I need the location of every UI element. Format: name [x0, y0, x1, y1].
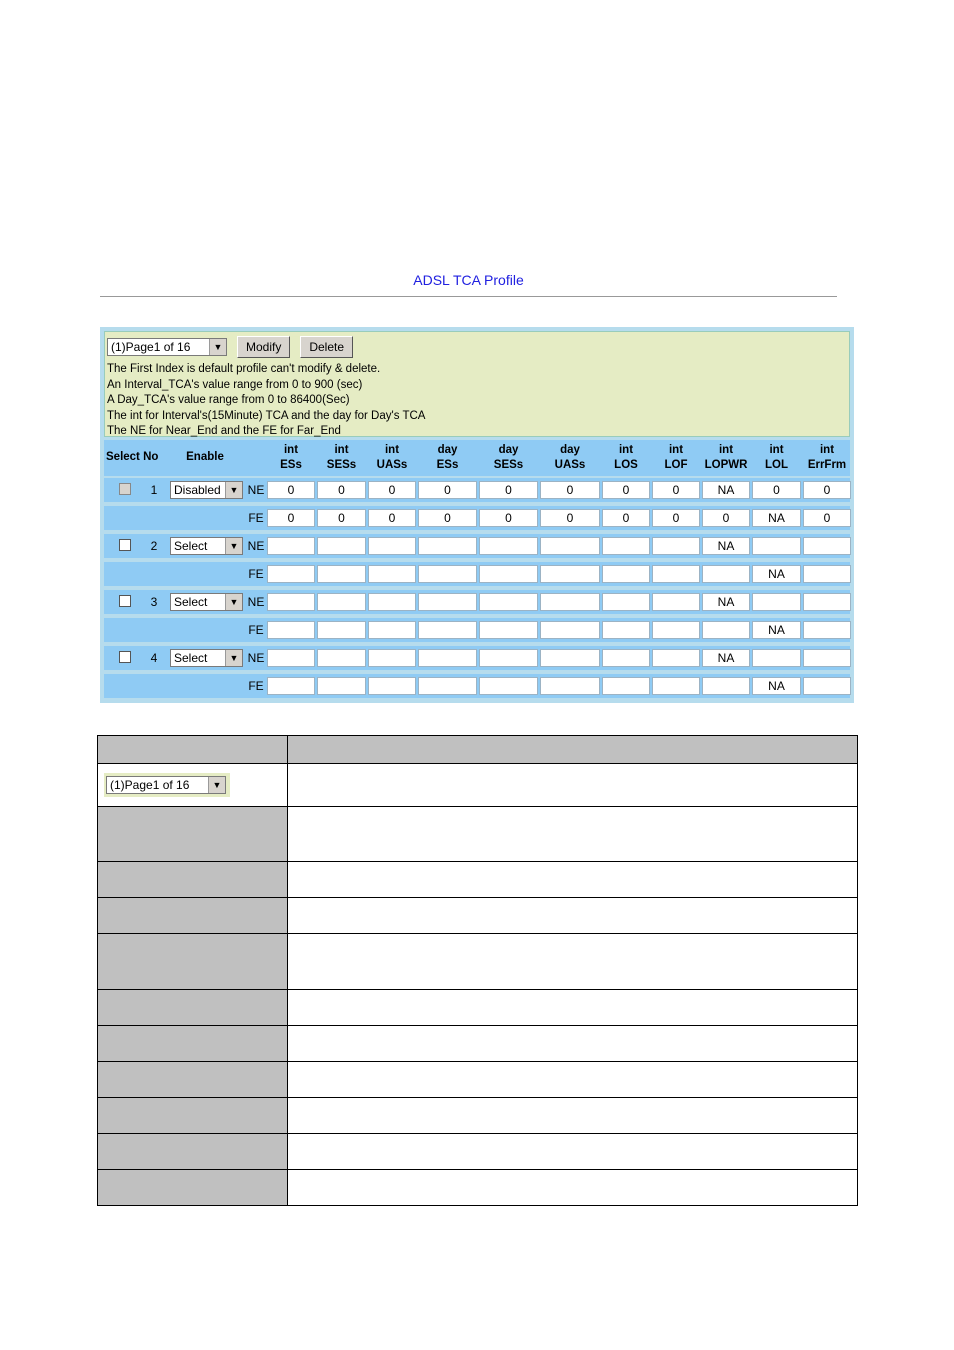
- note-int-day: The int for Interval's(15Minute) TCA and the day for Day's TCA: [107, 410, 426, 422]
- page-select[interactable]: [107, 338, 227, 356]
- tca-value-input[interactable]: 0: [752, 481, 801, 499]
- tca-value-input[interactable]: 0: [702, 509, 750, 527]
- enable-select-value: Select: [174, 595, 208, 609]
- description-value-cell: [288, 898, 858, 934]
- page-select-sample: [104, 773, 230, 797]
- description-header-row: [98, 736, 858, 764]
- tca-value-input[interactable]: [803, 649, 851, 667]
- tca-value-input[interactable]: [418, 621, 477, 639]
- tca-value-input[interactable]: [652, 565, 700, 583]
- description-key-cell: [98, 807, 288, 862]
- tca-value-input[interactable]: [317, 593, 366, 611]
- tca-value-input[interactable]: [752, 537, 801, 555]
- tca-value-input[interactable]: [418, 593, 477, 611]
- header-col-6: [602, 443, 650, 473]
- profile-row-2-fe: [104, 562, 850, 586]
- header-col-1: [317, 443, 366, 473]
- tca-value-input[interactable]: [317, 537, 366, 555]
- note-interval-range: An Interval_TCA's value range from 0 to 900 (sec): [107, 379, 363, 391]
- description-value-cell: [288, 1170, 858, 1206]
- tca-value-input[interactable]: [652, 537, 700, 555]
- tca-value-input[interactable]: [602, 621, 650, 639]
- tca-value-input[interactable]: [652, 621, 700, 639]
- description-row: [98, 934, 858, 990]
- tca-value-input[interactable]: [267, 537, 315, 555]
- tca-value-input[interactable]: [479, 677, 538, 695]
- description-row: [98, 764, 858, 807]
- tca-value-input[interactable]: 0: [602, 481, 650, 499]
- header-col-8: [702, 443, 750, 473]
- fe-label: FE: [248, 511, 264, 525]
- header-col-3: [418, 443, 477, 473]
- tca-value-input[interactable]: [317, 649, 366, 667]
- tca-value-input[interactable]: [652, 677, 700, 695]
- tca-value-input[interactable]: 0: [602, 509, 650, 527]
- note-ne-fe: The NE for Near_End and the FE for Far_End: [107, 425, 341, 437]
- tca-value-input[interactable]: [317, 565, 366, 583]
- tca-value-input[interactable]: 0: [803, 481, 851, 499]
- tca-value-input[interactable]: 0: [652, 481, 700, 499]
- delete-button[interactable]: Delete: [300, 336, 353, 358]
- profile-no: 1: [150, 483, 158, 497]
- header-col-line1: int: [769, 444, 784, 456]
- tca-value-input[interactable]: [418, 649, 477, 667]
- enable-select[interactable]: [170, 593, 243, 611]
- description-key-cell: [98, 736, 288, 764]
- header-col-line2: LOF: [664, 459, 688, 471]
- header-col-line2: LOPWR: [704, 459, 748, 471]
- tca-value-input[interactable]: [418, 677, 477, 695]
- header-col-2: [368, 443, 416, 473]
- ne-label: NE: [247, 539, 265, 553]
- note-day-range: A Day_TCA's value range from 0 to 86400(Sec): [107, 394, 350, 406]
- tca-value-input[interactable]: NA: [752, 677, 801, 695]
- description-row: [98, 862, 858, 898]
- tca-value-input[interactable]: [368, 593, 416, 611]
- header-col-7: [652, 443, 700, 473]
- description-key-cell: [98, 1026, 288, 1062]
- modify-button[interactable]: Modify: [237, 336, 290, 358]
- header-col-line2: UASs: [554, 459, 586, 471]
- tca-value-input[interactable]: [368, 649, 416, 667]
- tca-value-input[interactable]: [368, 537, 416, 555]
- ne-label: NE: [247, 651, 265, 665]
- tca-value-input[interactable]: [368, 677, 416, 695]
- profile-row-3-fe: [104, 618, 850, 642]
- tca-value-input[interactable]: [602, 537, 650, 555]
- tca-value-input[interactable]: [602, 677, 650, 695]
- chevron-down-icon: ▼: [225, 538, 242, 554]
- description-table: [97, 735, 858, 1206]
- enable-select-value: Select: [174, 539, 208, 553]
- header-col-line1: int: [334, 444, 349, 456]
- enable-select[interactable]: [170, 649, 243, 667]
- description-key-cell: [98, 990, 288, 1026]
- fe-label: FE: [248, 679, 264, 693]
- description-value-cell: [288, 1026, 858, 1062]
- tca-value-input[interactable]: [368, 565, 416, 583]
- note-default-profile: The First Index is default profile can't modify & delete.: [107, 363, 381, 375]
- header-select-no: Select No: [106, 451, 159, 463]
- tca-value-input[interactable]: NA: [702, 593, 750, 611]
- description-value-cell: [288, 1098, 858, 1134]
- tca-value-input[interactable]: 0: [479, 509, 538, 527]
- tca-value-input[interactable]: 0: [368, 509, 416, 527]
- tca-value-input[interactable]: [752, 649, 801, 667]
- description-key-cell: [98, 862, 288, 898]
- chevron-down-icon: ▼: [225, 594, 242, 610]
- tca-value-input[interactable]: [267, 565, 315, 583]
- tca-value-input[interactable]: [803, 593, 851, 611]
- tca-value-input[interactable]: [368, 621, 416, 639]
- page-select-sample-box: [106, 776, 226, 794]
- tca-value-input[interactable]: [803, 677, 851, 695]
- tca-value-input[interactable]: [702, 565, 750, 583]
- description-value-cell: [288, 862, 858, 898]
- description-row: [98, 1170, 858, 1206]
- tca-value-input[interactable]: [540, 677, 600, 695]
- tca-value-input[interactable]: [702, 621, 750, 639]
- profile-no: 2: [150, 539, 158, 553]
- tca-value-input[interactable]: [267, 677, 315, 695]
- tca-value-input[interactable]: [652, 593, 700, 611]
- header-col-line2: SESs: [493, 459, 524, 471]
- tca-value-input[interactable]: [803, 537, 851, 555]
- tca-value-input[interactable]: [540, 537, 600, 555]
- tca-value-input[interactable]: [602, 649, 650, 667]
- enable-select[interactable]: [170, 481, 243, 499]
- tca-value-input[interactable]: [479, 621, 538, 639]
- header-col-line1: int: [819, 444, 835, 456]
- page-select-value: (1)Page1 of 16: [111, 340, 191, 354]
- header-col-line1: int: [718, 444, 734, 456]
- header-col-10: [803, 443, 851, 473]
- header-col-line2: ESs: [280, 459, 302, 471]
- header-col-line2: SESs: [326, 459, 357, 471]
- description-value-cell: [288, 764, 858, 807]
- tca-value-input[interactable]: [479, 537, 538, 555]
- ne-label: NE: [247, 483, 265, 497]
- header-col-line1: int: [668, 444, 684, 456]
- tca-value-input[interactable]: [540, 649, 600, 667]
- tca-value-input[interactable]: [803, 565, 851, 583]
- description-row: [98, 1134, 858, 1170]
- tca-value-input[interactable]: [479, 565, 538, 583]
- header-col-line1: int: [283, 444, 299, 456]
- tca-value-input[interactable]: 0: [418, 481, 477, 499]
- description-value-cell: [288, 1062, 858, 1098]
- tca-value-input[interactable]: 0: [418, 509, 477, 527]
- tca-value-input[interactable]: NA: [702, 481, 750, 499]
- tca-value-input[interactable]: [317, 621, 366, 639]
- chevron-down-icon: ▼: [225, 482, 242, 498]
- enable-select[interactable]: [170, 537, 243, 555]
- chevron-down-icon: ▼: [225, 650, 242, 666]
- chevron-down-icon: ▼: [208, 777, 225, 793]
- description-row: [98, 1026, 858, 1062]
- description-row: [98, 990, 858, 1026]
- profile-row-1-fe: [104, 506, 850, 530]
- tca-value-input[interactable]: [602, 593, 650, 611]
- chevron-down-icon: ▼: [209, 339, 226, 355]
- tca-value-input[interactable]: [702, 677, 750, 695]
- description-key-cell: [98, 1098, 288, 1134]
- header-col-line1: day: [437, 444, 458, 456]
- header-col-line2: LOS: [614, 459, 638, 471]
- description-value-cell: [288, 1134, 858, 1170]
- description-row: [98, 1098, 858, 1134]
- header-col-line2: ErrFrm: [807, 459, 847, 471]
- description-value-cell: [288, 990, 858, 1026]
- header-col-line1: day: [498, 444, 519, 456]
- profile-row-4-ne: [104, 646, 850, 670]
- tca-value-input[interactable]: [652, 649, 700, 667]
- header-col-4: [479, 443, 538, 473]
- tca-value-input[interactable]: 0: [803, 509, 851, 527]
- tca-value-input[interactable]: 0: [267, 481, 315, 499]
- description-row: [98, 807, 858, 862]
- description-key-cell: [98, 898, 288, 934]
- description-value-cell: [288, 934, 858, 990]
- tca-value-input[interactable]: 0: [479, 481, 538, 499]
- tca-value-input[interactable]: 0: [317, 509, 366, 527]
- tca-value-input[interactable]: NA: [702, 649, 750, 667]
- header-col-5: [540, 443, 600, 473]
- page-title: ADSL TCA Profile: [100, 268, 837, 297]
- description-value-cell: [288, 736, 858, 764]
- profile-no: 3: [150, 595, 158, 609]
- tca-value-input[interactable]: [267, 621, 315, 639]
- profile-no: 4: [150, 651, 158, 665]
- ne-label: NE: [247, 595, 265, 609]
- tca-value-input[interactable]: NA: [702, 537, 750, 555]
- info-box: [104, 331, 850, 437]
- select-checkbox[interactable]: [119, 651, 131, 663]
- tca-value-input[interactable]: [418, 537, 477, 555]
- tca-value-input[interactable]: [479, 649, 538, 667]
- description-key-cell: [98, 934, 288, 990]
- tca-value-input[interactable]: [267, 649, 315, 667]
- tca-value-input[interactable]: NA: [752, 509, 801, 527]
- select-checkbox[interactable]: [119, 595, 131, 607]
- tca-value-input[interactable]: [752, 593, 801, 611]
- select-checkbox: [119, 483, 131, 495]
- tca-profile-panel: [100, 327, 854, 703]
- toolbar: [107, 336, 353, 358]
- tca-value-input[interactable]: [479, 593, 538, 611]
- table-header: [104, 440, 850, 476]
- page-select-sample-value: (1)Page1 of 16: [110, 778, 190, 792]
- tca-value-input[interactable]: [418, 565, 477, 583]
- tca-value-input[interactable]: 0: [368, 481, 416, 499]
- description-key-cell: [98, 1134, 288, 1170]
- fe-label: FE: [248, 623, 264, 637]
- tca-value-input[interactable]: [540, 593, 600, 611]
- header-enable: Enable: [186, 451, 224, 463]
- description-value-cell: [288, 807, 858, 862]
- tca-value-input[interactable]: 0: [540, 481, 600, 499]
- enable-select-value: Select: [174, 651, 208, 665]
- tca-value-input[interactable]: [540, 621, 600, 639]
- tca-value-input[interactable]: [803, 621, 851, 639]
- tca-value-input[interactable]: [317, 677, 366, 695]
- tca-value-input[interactable]: 0: [540, 509, 600, 527]
- header-col-line2: UASs: [376, 459, 408, 471]
- tca-value-input[interactable]: 0: [652, 509, 700, 527]
- header-col-line1: int: [618, 444, 634, 456]
- profile-row-1-ne: [104, 478, 850, 502]
- select-checkbox[interactable]: [119, 539, 131, 551]
- enable-select-value: Disabled: [174, 483, 221, 497]
- tca-value-input[interactable]: NA: [752, 565, 801, 583]
- header-col-0: [267, 443, 315, 473]
- tca-value-input[interactable]: [267, 593, 315, 611]
- tca-value-input[interactable]: 0: [267, 509, 315, 527]
- header-col-line2: LOL: [765, 459, 788, 471]
- tca-value-input[interactable]: NA: [752, 621, 801, 639]
- description-row: [98, 898, 858, 934]
- description-key-cell: [98, 1062, 288, 1098]
- profile-row-2-ne: [104, 534, 850, 558]
- description-row: [98, 1062, 858, 1098]
- header-col-line2: ESs: [436, 459, 459, 471]
- description-key-cell: [98, 1170, 288, 1206]
- profile-row-3-ne: [104, 590, 850, 614]
- tca-value-input[interactable]: 0: [317, 481, 366, 499]
- header-col-line1: day: [560, 444, 580, 456]
- description-key-cell: [98, 764, 288, 807]
- fe-label: FE: [248, 567, 264, 581]
- profile-row-4-fe: [104, 674, 850, 698]
- tca-value-input[interactable]: [602, 565, 650, 583]
- tca-value-input[interactable]: [540, 565, 600, 583]
- header-col-line1: int: [384, 444, 400, 456]
- header-col-9: [752, 443, 801, 473]
